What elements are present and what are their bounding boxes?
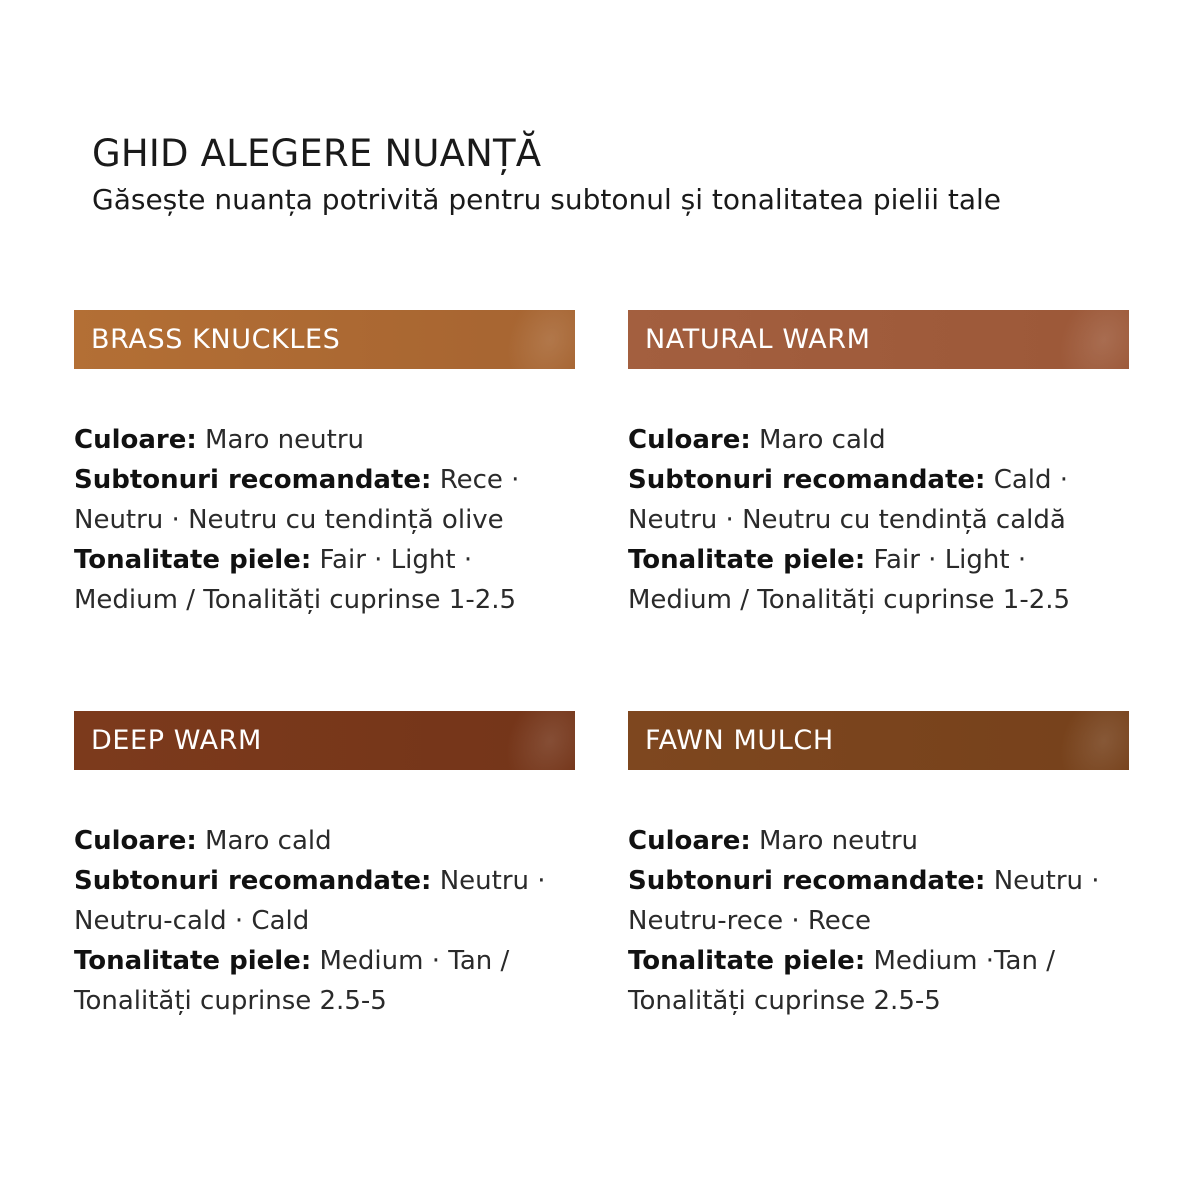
skin-tone-level: Medium / [74,585,204,615]
skin-tone-level: Medium / [628,585,758,615]
skin-tone-value: Fair · Light · [311,545,473,575]
color-value: Maro cald [196,826,332,856]
undertones-label: Subtonuri recomandate: [628,866,986,896]
shade-card-brass-knuckles [74,310,575,620]
undertones-value: Neutru · [431,866,546,896]
color-label: Culoare: [74,425,197,455]
skin-tone-range: Tonalități cuprinse 1-2.5 [757,585,1071,615]
undertones-line-continued [74,901,575,941]
skin-tone-range: Tonalități cuprinse 2.5-5 [74,986,387,1016]
undertones-line [74,460,575,500]
skin-tone-range: Tonalități cuprinse 1-2.5 [203,585,517,615]
undertones-line-continued [628,500,1129,540]
skin-tone-line-continued [628,981,1129,1021]
color-line [628,420,1129,460]
color-label: Culoare: [628,425,751,455]
undertones-line-continued [628,901,1129,941]
skin-tone-value: Medium · Tan / [311,946,510,976]
color-line [74,821,575,861]
color-label: Culoare: [628,826,751,856]
color-line [74,420,575,460]
skin-tone-line [628,941,1129,981]
undertones-value-continued: Neutru-cald · Cald [74,906,310,936]
skin-tone-label: Tonalitate piele: [74,545,312,575]
undertones-label: Subtonuri recomandate: [628,465,986,495]
undertones-value: Neutru · [985,866,1100,896]
undertones-line-continued [74,500,575,540]
color-line [628,821,1129,861]
undertones-line [74,861,575,901]
shade-name: BRASS KNUCKLES [91,324,341,355]
undertones-value-continued: Neutru · Neutru cu tendință caldă [628,505,1066,535]
skin-tone-label: Tonalitate piele: [628,545,866,575]
undertones-value: Rece · [431,465,520,495]
shade-details [628,420,1129,620]
shade-card-deep-warm [74,711,575,1021]
skin-tone-line-continued [74,580,575,620]
shade-swatch-banner [628,310,1129,369]
shade-swatch-banner [74,310,575,369]
skin-tone-line-continued [628,580,1129,620]
undertones-label: Subtonuri recomandate: [74,866,432,896]
skin-tone-line [628,540,1129,580]
page-subtitle: Găsește nuanța potrivită pentru subtonul și tonalitatea pielii tale [92,183,1002,216]
page-title: GHID ALEGERE NUANȚĂ [92,132,542,175]
undertones-value-continued: Neutru-rece · Rece [628,906,872,936]
skin-tone-range: Tonalități cuprinse 2.5-5 [628,986,941,1016]
skin-tone-label: Tonalitate piele: [74,946,312,976]
shade-name: DEEP WARM [91,725,262,756]
skin-tone-line [74,941,575,981]
shade-details [74,420,575,620]
shade-name: NATURAL WARM [645,324,871,355]
shade-name: FAWN MULCH [645,725,834,756]
undertones-line [628,460,1129,500]
skin-tone-label: Tonalitate piele: [628,946,866,976]
skin-tone-line-continued [74,981,575,1021]
color-value: Maro cald [750,425,886,455]
guide-header [92,132,1142,218]
shade-swatch-banner [628,711,1129,770]
shade-swatch-banner [74,711,575,770]
skin-tone-value: Fair · Light · [865,545,1027,575]
color-value: Maro neutru [196,425,365,455]
undertones-value-continued: Neutru · Neutru cu tendință olive [74,505,504,535]
shade-details [628,821,1129,1021]
shade-details [74,821,575,1021]
skin-tone-line [74,540,575,580]
color-value: Maro neutru [750,826,919,856]
shade-card-natural-warm [628,310,1129,620]
skin-tone-value: Medium ·Tan / [865,946,1055,976]
undertones-label: Subtonuri recomandate: [74,465,432,495]
undertones-value: Cald · [985,465,1069,495]
color-label: Culoare: [74,826,197,856]
shade-card-fawn-mulch [628,711,1129,1021]
undertones-line [628,861,1129,901]
